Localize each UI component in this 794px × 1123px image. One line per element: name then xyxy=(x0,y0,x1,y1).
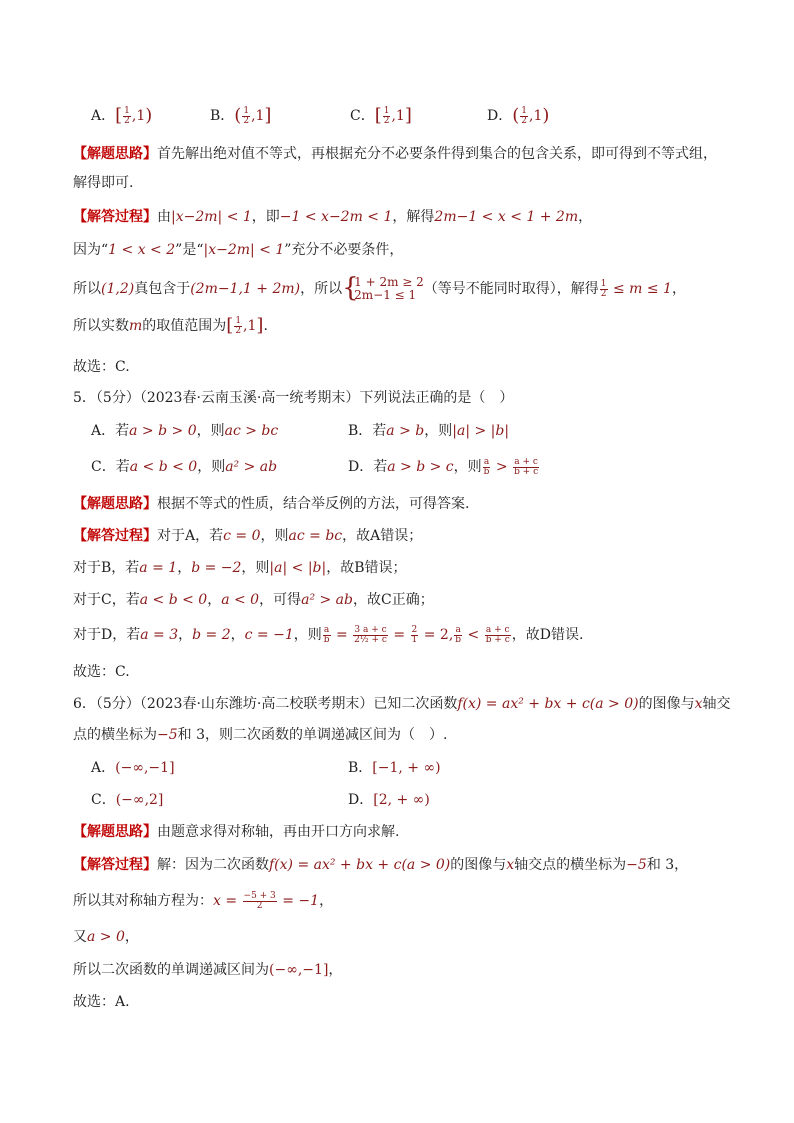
q4-option-b xyxy=(210,106,271,126)
q4-jieda-l1: 【解答过程】由|x−2m| < 1，即−1 < x−2m < 1，解得2m−1 < x < 1 + 2m， xyxy=(73,209,593,225)
q5-option-c: C．若a < b < 0，则a² > ab xyxy=(91,459,278,475)
q6-stem-cont: 点的横坐标为−5和 3，则二次函数的单调递减区间为（ ）. xyxy=(73,727,448,743)
q5-jieda-l4: 对于D，若a = 3，b = 2，c = −1，则 $\frac{a}{b}$ = $\frac{3 a + c}{\text{2½ + c}}$ = $\frac{2}{1}$ = 2, $\frac{a}{b}$ < $\frac{a + c}{b + c}$ ，故D错误. xyxy=(73,624,584,645)
q6-option-b: B．[−1, + ∞) xyxy=(348,760,441,776)
fraction: $\frac{-5 + 3}{2}$ xyxy=(243,890,276,911)
q4-jieda-l2: 因为“1 < x < 2”是“|x−2m| < 1”充分不必要条件， xyxy=(73,242,404,258)
jieti-tag: 【解题思路】 xyxy=(73,496,157,512)
interval-right: ,1 xyxy=(529,108,543,124)
q6-answer: 故选：A. xyxy=(73,994,130,1010)
q6-option-a: A．(−∞,−1] xyxy=(91,760,175,776)
fraction: $\frac{1}{2}$ xyxy=(243,105,250,126)
fraction: $\frac{2}{1}$ xyxy=(411,624,418,645)
q5-answer: 故选：C. xyxy=(73,664,130,680)
q5-option-a: A．若a > b > 0，则ac > bc xyxy=(91,423,279,439)
option-letter: D． xyxy=(487,108,513,124)
q6-option-d: D．[2, + ∞) xyxy=(348,792,430,808)
jieti-tag: 【解题思路】 xyxy=(73,146,157,162)
interval-right: ,1 xyxy=(251,108,265,124)
fraction: $\frac{a}{b}$ xyxy=(323,624,330,645)
inequality-system: { 1 + 2m ≥ 2 2m−1 ≤ 1 xyxy=(342,273,424,303)
interval-open: [ xyxy=(115,105,123,126)
option-letter: A． xyxy=(91,108,116,124)
interval-close: ] xyxy=(404,105,412,126)
q5-option-b: B．若a > b，则|a| > |b| xyxy=(348,423,510,439)
q6-stem: 6．（5分）（2023春·山东潍坊·高二校联考期末）已知二次函数f(x) = ax² + bx + c(a > 0)的图像与x轴交 xyxy=(73,696,731,712)
fraction: $\frac{a + c}{b + c}$ xyxy=(485,624,510,645)
interval-open: [ xyxy=(374,105,382,126)
interval-close: ) xyxy=(542,105,550,126)
interval-right: ,1 xyxy=(391,108,405,124)
q5-jieda-l3: 对于C，若a < b < 0，a < 0，可得a² > ab，故C正确； xyxy=(73,592,434,608)
interval-close: ] xyxy=(264,105,272,126)
q6-jieda-l3: 又a > 0， xyxy=(73,929,139,945)
q5-stem: 5．（5分）（2023春·云南玉溪·高一统考期末）下列说法正确的是（ ） xyxy=(73,390,514,406)
q4-jieda-l4: 所以实数m的取值范围为[ $\frac{1}{2}$ ,1]. xyxy=(73,315,268,336)
fraction: $\frac{1}{2}$ xyxy=(383,105,390,126)
fraction: $\frac{1}{2}$ xyxy=(521,105,527,126)
jieda-tag: 【解答过程】 xyxy=(73,528,157,544)
q6-jieda-l4: 所以二次函数的单调递减区间为(−∞,−1]， xyxy=(73,962,343,978)
fraction: $\frac{a + c}{b + c}$ xyxy=(514,456,539,477)
interval-open: [ xyxy=(226,315,234,336)
fraction: $\frac{1}{2}$ xyxy=(235,315,242,336)
jieti-tag: 【解题思路】 xyxy=(73,824,157,840)
q6-jieda-l2: 所以其对称轴方程为：x = $\frac{-5 + 3}{2}$ = −1， xyxy=(73,890,334,911)
jieda-tag: 【解答过程】 xyxy=(73,209,157,225)
q5-jieda-l1: 【解答过程】对于A，若c = 0，则ac = bc，故A错误； xyxy=(73,528,423,544)
option-letter: C． xyxy=(350,108,375,124)
q5-jieti: 【解题思路】根据不等式的性质，结合举反例的方法，可得答案. xyxy=(73,496,470,512)
fraction: $\frac{1}{2}$ xyxy=(600,278,607,299)
interval-close: ] xyxy=(256,315,264,336)
q4-jieda-l3: 所以(1,2)真包含于(2m−1,1 + 2m)，所以 { 1 + 2m ≥ 2 2m−1 ≤ 1 （等号不能同时取得），解得 $\frac{1}{2}$ ≤ m ≤ 1， xyxy=(73,273,686,303)
q4-option-d xyxy=(487,106,549,126)
q5-jieda-l2: 对于B，若a = 1，b = −2，则|a| < |b|，故B错误； xyxy=(73,560,407,576)
brace-icon: { xyxy=(342,273,359,303)
q4-answer: 故选：C. xyxy=(73,359,130,375)
fraction: $\frac{a}{b}$ xyxy=(455,624,462,645)
interval-right: ,1 xyxy=(131,108,146,124)
q4-option-c xyxy=(350,106,412,126)
interval-open: ( xyxy=(234,105,242,126)
q6-jieda-l1: 【解答过程】解：因为二次函数f(x) = ax² + bx + c(a > 0)的图像与x轴交点的横坐标为−5和 3， xyxy=(73,857,689,873)
interval-open: ( xyxy=(512,105,520,126)
q4-option-a xyxy=(91,106,152,126)
jieda-tag: 【解答过程】 xyxy=(73,857,157,873)
fraction: $\frac{1}{2}$ xyxy=(124,105,130,126)
fraction: $\frac{3 a + c}{\text{2½ + c}}$ xyxy=(354,624,387,645)
q4-jieti: 【解题思路】首先解出绝对值不等式，再根据充分不必要条件得到集合的包含关系，即可得到不等式组， xyxy=(73,146,717,162)
fraction: $\frac{a}{b}$ xyxy=(483,456,490,477)
q6-option-c: C．(−∞,2] xyxy=(91,792,164,808)
interval-close: ) xyxy=(145,105,153,126)
option-letter: B． xyxy=(210,108,235,124)
q6-jieti: 【解题思路】由题意求得对称轴，再由开口方向求解. xyxy=(73,824,400,840)
q4-jieti-cont: 解得即可. xyxy=(73,175,134,191)
q5-option-d: D．若a > b > c，则 $\frac{a}{b}$ > $\frac{a + c}{b + c}$ xyxy=(348,456,539,477)
